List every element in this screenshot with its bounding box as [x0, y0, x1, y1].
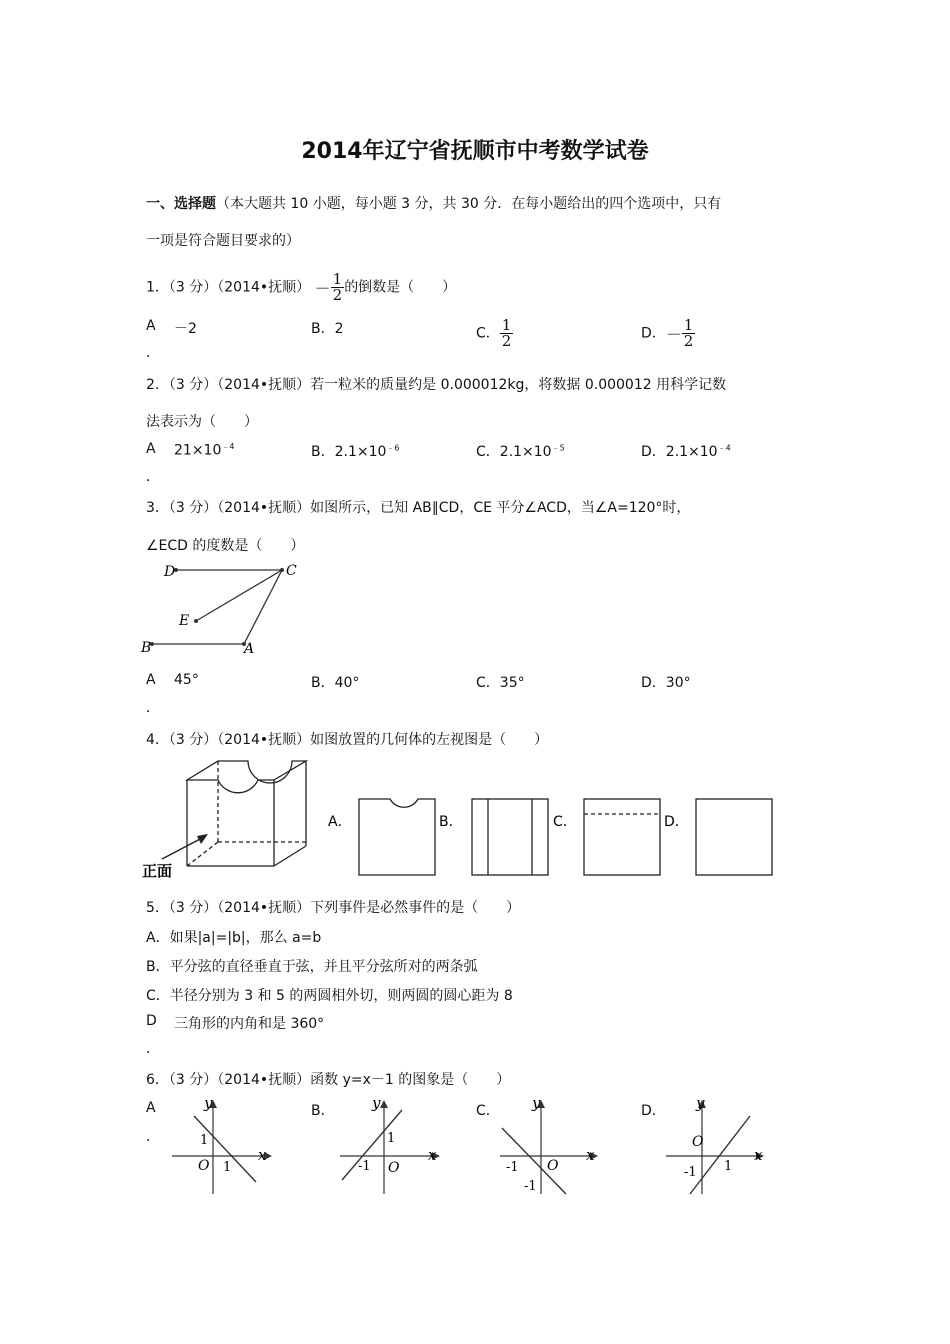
option-exp: ﹣6	[386, 443, 400, 453]
option-label: A	[146, 672, 156, 688]
q4-option-b-label[interactable]: B．	[439, 814, 463, 830]
tick-label-2: -1	[524, 1179, 537, 1194]
q1-option-d[interactable]	[641, 318, 695, 349]
y-axis-label: y	[532, 1094, 541, 1112]
q4-option-b-shape	[472, 799, 548, 875]
option-label: C．	[146, 988, 170, 1004]
origin-label: O	[547, 1158, 559, 1174]
label-c: C	[286, 563, 297, 579]
option-base: 2.1×10	[665, 444, 718, 460]
label-b: B	[141, 640, 152, 656]
x-axis-label: x	[754, 1146, 763, 1164]
q1-option-b[interactable]	[311, 318, 344, 338]
frac-den: 2	[683, 332, 694, 350]
section-desc-2: 一项是符合题目要求的）	[146, 233, 300, 249]
x-axis-label: x	[586, 1146, 595, 1164]
q4-option-c-label[interactable]: C．	[553, 814, 577, 830]
question-2-line2: 法表示为（ ）	[146, 414, 258, 430]
option-text: 35°	[499, 675, 525, 691]
option-label: B．	[311, 444, 335, 460]
option-text: 30°	[665, 675, 691, 691]
option-label: C．	[476, 444, 500, 460]
frac-den: 2	[501, 332, 512, 350]
option-text: 如果|a|=|b|，那么 a=b	[169, 930, 322, 946]
option-text: 40°	[334, 675, 360, 691]
label-d: D	[164, 564, 176, 580]
tick-label-1: -1	[506, 1160, 519, 1175]
q3-option-c[interactable]	[476, 672, 525, 692]
origin-label: O	[198, 1158, 210, 1174]
q3-option-a-text: 45°	[174, 672, 199, 688]
option-label: B．	[311, 321, 335, 337]
solid-3d	[187, 761, 306, 866]
q6-graph-d	[662, 1094, 772, 1198]
option-fraction	[682, 318, 696, 349]
question-3: 3．（3 分）（2014•抚顺）如图所示，已知 AB∥CD，CE 平分∠ACD，当∠A=120°时，	[146, 500, 691, 516]
q6-option-d[interactable]: D．	[641, 1103, 666, 1119]
option-label: D	[146, 1013, 157, 1029]
origin-label: O	[388, 1160, 400, 1176]
q2-option-a[interactable]	[146, 441, 156, 457]
question-1	[146, 272, 456, 303]
option-label: D．	[641, 325, 666, 342]
q1-meta: （3 分）（2014•抚顺）	[168, 279, 311, 296]
q4-figure	[140, 756, 780, 880]
section-title: 一、选择题	[146, 196, 216, 212]
q4-option-a-shape	[359, 799, 435, 875]
frac-num: 1	[501, 316, 512, 334]
q1-option-a-text: －2	[174, 321, 197, 337]
option-text: 平分弦的直径垂直于弦，并且平分弦所对的两条弧	[169, 959, 478, 975]
q4-option-d-label[interactable]: D．	[664, 814, 689, 830]
q3-option-a-dot: ．	[146, 700, 160, 716]
tick-label-1: 1	[200, 1133, 209, 1148]
option-label: B．	[311, 675, 335, 691]
x-axis-label: x	[428, 1146, 437, 1164]
q3-option-d[interactable]	[641, 672, 691, 692]
question-6: 6．（3 分）（2014•抚顺）函数 y=x－1 的图象是（ ）	[146, 1072, 511, 1088]
q2-option-b[interactable]	[311, 441, 400, 461]
option-label: A	[146, 441, 156, 457]
x-axis-label: x	[258, 1146, 267, 1164]
option-text: 半径分别为 3 和 5 的两圆相外切，则两圆的圆心距为 8	[169, 988, 513, 1004]
question-4: 4．（3 分）（2014•抚顺）如图放置的几何体的左视图是（ ）	[146, 732, 549, 748]
option-neg: －	[665, 325, 682, 344]
question-5: 5．（3 分）（2014•抚顺）下列事件是必然事件的是（ ）	[146, 900, 521, 916]
section-desc: （本大题共 10 小题，每小题 3 分，共 30 分．在每小题给出的四个选项中，只有	[216, 196, 722, 212]
option-exp: ﹣4	[717, 443, 731, 453]
q6-option-a-dot: ．	[146, 1129, 160, 1145]
page-title: 2014年辽宁省抚顺市中考数学试卷	[301, 139, 649, 164]
q5-option-d[interactable]	[146, 1013, 157, 1029]
option-exp: ﹣5	[551, 443, 565, 453]
option-text: 2	[334, 321, 344, 337]
tick-label-2: 1	[724, 1159, 733, 1174]
q3-option-a[interactable]	[146, 672, 156, 688]
q2-option-d[interactable]	[641, 441, 731, 461]
q2-option-a-text	[174, 441, 234, 459]
q1-frac-num: 1	[332, 270, 343, 288]
option-label: A	[146, 318, 156, 334]
q6-option-c[interactable]: C．	[476, 1103, 500, 1119]
q4-option-d-shape	[696, 799, 772, 875]
option-label: A．	[146, 930, 170, 946]
y-axis-label: y	[696, 1094, 705, 1112]
q5-option-a[interactable]	[146, 927, 321, 947]
q5-option-d-text: 三角形的内角和是 360°	[174, 1016, 325, 1032]
q1-tail: 的倒数是（ ）	[344, 279, 457, 296]
q2-option-a-dot: ．	[146, 469, 160, 485]
q1-option-a-dot: ．	[146, 345, 160, 361]
option-label: D．	[641, 444, 666, 460]
label-e: E	[179, 613, 190, 629]
label-a: A	[244, 641, 255, 657]
q1-neg: －	[314, 279, 331, 298]
q1-fraction	[331, 272, 345, 303]
tick-label-1: -1	[684, 1165, 697, 1180]
option-base: 21×10	[174, 442, 222, 459]
front-label: 正面	[142, 862, 173, 880]
option-base: 2.1×10	[334, 444, 387, 460]
option-base: 2.1×10	[499, 444, 552, 460]
q2-option-c[interactable]	[476, 441, 565, 461]
option-label: D．	[641, 675, 666, 691]
q6-graph-a	[168, 1094, 278, 1198]
section-heading	[146, 193, 721, 213]
tick-label-2: 1	[223, 1160, 232, 1175]
question-3-line2: ∠ECD 的度数是（ ）	[146, 538, 305, 554]
tick-label-2: -1	[358, 1159, 371, 1174]
q5-option-b[interactable]	[146, 956, 478, 976]
q6-graph-b	[336, 1094, 446, 1198]
q1-number: 1．	[146, 279, 169, 296]
q1-frac-den: 2	[332, 286, 343, 304]
q6-option-b[interactable]: B．	[311, 1103, 335, 1119]
q5-option-c[interactable]	[146, 985, 513, 1005]
tick-label-1: 1	[387, 1131, 396, 1146]
q1-option-c[interactable]	[476, 318, 513, 349]
q4-option-c-shape	[584, 799, 660, 875]
option-label: C．	[476, 675, 500, 691]
y-axis-label: y	[372, 1094, 381, 1112]
y-axis-label: y	[204, 1094, 213, 1112]
question-2: 2．（3 分）（2014•抚顺）若一粒米的质量约是 0.000012kg，将数据 0.000012 用科学记数	[146, 377, 727, 393]
q3-option-b[interactable]	[311, 672, 359, 692]
option-fraction	[500, 318, 514, 349]
q6-option-a[interactable]: A	[146, 1100, 156, 1116]
origin-label: O	[692, 1134, 704, 1150]
frac-num: 1	[683, 316, 694, 334]
option-exp: ﹣4	[221, 442, 235, 451]
option-label: C．	[476, 325, 500, 342]
q6-graph-c	[496, 1094, 606, 1198]
q1-option-a[interactable]	[146, 318, 156, 334]
q5-option-d-dot: ．	[146, 1041, 160, 1057]
q4-option-a-label[interactable]: A．	[328, 814, 352, 830]
option-label: B．	[146, 959, 170, 975]
q3-figure	[138, 558, 308, 658]
